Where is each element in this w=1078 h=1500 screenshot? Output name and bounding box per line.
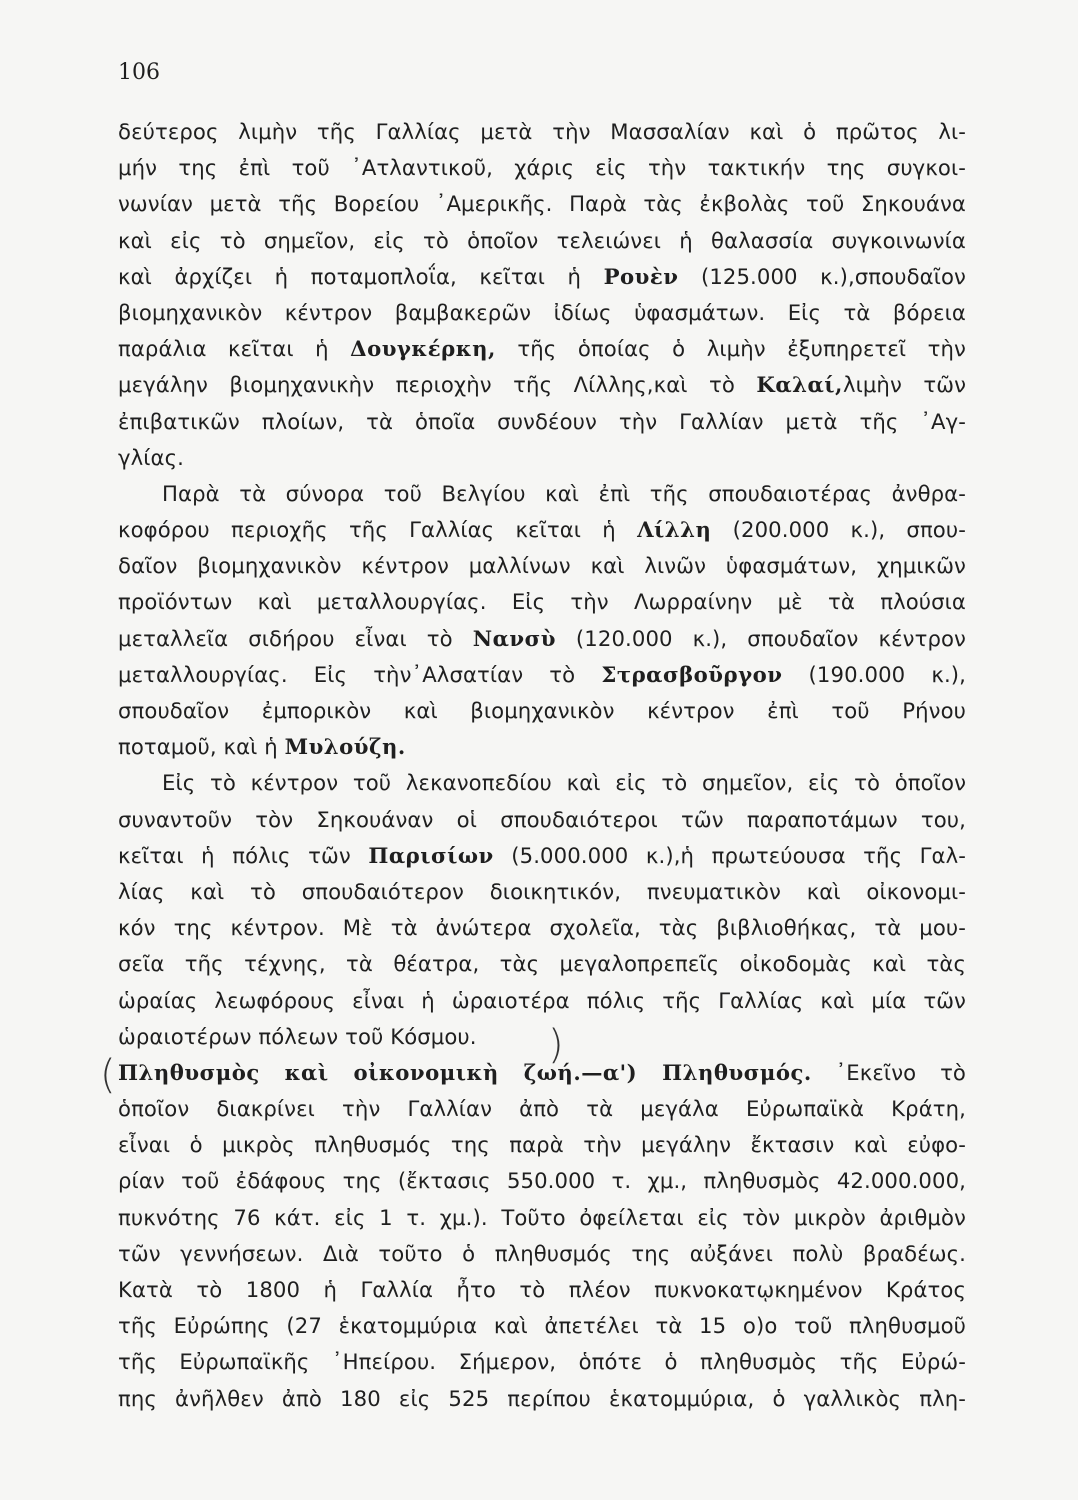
text-run: προϊόντων καὶ μεταλλουργίας. Εἰς τὴν Λωρραίνην μὲ τὰ πλούσια	[118, 589, 966, 615]
text-line	[118, 874, 966, 910]
text-run: (200.000 κ.), σπου-	[711, 517, 966, 543]
text-line	[118, 584, 966, 620]
bold-term: Στρασβοῦργον	[601, 661, 783, 687]
text-line	[118, 404, 966, 440]
text-run: τῆς Εὐρωπαϊκῆς ᾿Ηπείρου. Σήμερον, ὁπότε ὁ πληθυσμὸς τῆς Εὐρώ-	[118, 1349, 966, 1375]
text-line	[118, 367, 966, 403]
text-run: συναντοῦν τὸν Σηκουάναν οἱ σπουδαιότεροι τῶν παραποτάμων του,	[118, 806, 966, 832]
text-run: καὶ εἰς τὸ σημεῖον, εἰς τὸ ὁποῖον τελειώνει ἡ θαλασσία συγκοινωνία	[118, 227, 966, 253]
text-run: ὁποῖον διακρίνει τὴν Γαλλίαν ἀπὸ τὰ μεγάλα Εὐρωπαϊκὰ Κράτη,	[118, 1096, 966, 1122]
text-run: μεταλλεῖα σιδήρου εἶναι τὸ	[118, 625, 473, 651]
page-number: 106	[118, 60, 160, 85]
text-line	[118, 476, 966, 512]
text-run: δαῖον βιομηχανικὸν κέντρον μαλλίνων καὶ λινῶν ὑφασμάτων, χημικῶν	[118, 553, 966, 579]
text-run: ὡραίας λεωφόρους εἶναι ἡ ὡραιοτέρα πόλις τῆς Γαλλίας καὶ μία τῶν	[118, 987, 966, 1013]
text-run: σπουδαῖον ἐμπορικὸν καὶ βιομηχανικὸν κέντρον ἐπὶ τοῦ Ρήνου	[118, 698, 966, 723]
text-line	[118, 1200, 966, 1236]
text-line	[118, 114, 966, 150]
text-run: (190.000 κ.),	[782, 661, 966, 687]
text-run: κοφόρου περιοχῆς τῆς Γαλλίας κεῖται ἡ	[118, 517, 638, 543]
text-run: εἶναι ὁ μικρὸς πληθυσμός της παρὰ τὴν μεγάλην ἔκτασιν καὶ εὐφο-	[118, 1132, 966, 1158]
text-run: λίας καὶ τὸ σπουδαιότερον διοικητικόν, πνευματικὸν καὶ οἰκονομι-	[118, 878, 966, 904]
bold-term: Παρισίων	[368, 842, 494, 868]
text-run: τῆς Εὐρώπης (27 ἑκατομμύρια καὶ ἀπετέλει τὰ 15 ο)ο τοῦ πληθυσμοῦ	[118, 1313, 966, 1339]
text-line	[118, 186, 966, 222]
text-line	[118, 150, 966, 186]
pencil-bracket-mark: (	[100, 1052, 116, 1098]
bold-term: Δουγκέρκη,	[350, 336, 496, 362]
text-run: ᾿Εκεῖνο τὸ	[811, 1059, 966, 1085]
text-line	[118, 223, 966, 259]
text-run: γλίας.	[118, 444, 184, 470]
text-run: μεταλλουργίας. Εἰς τὴν᾿Αλσατίαν τὸ	[118, 661, 602, 687]
pencil-bracket-mark: )	[548, 1022, 564, 1068]
body-text	[118, 114, 966, 1417]
text-line	[118, 548, 966, 584]
text-run: μεγάλην βιομηχανικὴν περιοχὴν τῆς Λίλλης,καὶ τὸ	[118, 372, 757, 398]
text-run: δεύτερος λιμὴν τῆς Γαλλίας μετὰ τὴν Μασσαλίαν καὶ ὁ πρῶτος λι-	[118, 119, 966, 144]
text-line	[118, 802, 966, 838]
text-run: ἐπιβατικῶν πλοίων, τὰ ὁποῖα συνδέουν τὴν Γαλλίαν μετὰ τῆς ᾿Αγ-	[118, 408, 966, 434]
text-run: τῆς ὁποίας ὁ λιμὴν ἐξυπηρετεῖ τὴν	[495, 336, 966, 362]
text-line	[118, 1308, 966, 1344]
text-line	[118, 765, 966, 801]
text-line	[118, 512, 966, 548]
text-line	[118, 1344, 966, 1380]
text-run: (125.000 κ.),σπουδαῖον	[678, 263, 966, 289]
text-run: παράλια κεῖται ἡ	[118, 336, 351, 362]
text-run: νωνίαν μετὰ τῆς Βορείου ᾿Αμερικῆς. Παρὰ τὰς ἐκβολὰς τοῦ Σηκουάνα	[118, 191, 966, 217]
bold-term: Καλαί,	[756, 372, 843, 398]
text-run: τῶν γεννήσεων. Διὰ τοῦτο ὁ πληθυσμός της αὐξάνει πολὺ βραδέως.	[118, 1240, 966, 1266]
bold-term: Ρουὲν	[603, 263, 679, 289]
text-run: πυκνότης 76 κάτ. εἰς 1 τ. χμ.). Τοῦτο ὀφείλεται εἰς τὸν μικρὸν ἀριθμὸν	[118, 1204, 966, 1230]
text-run: Κατὰ τὸ 1800 ἡ Γαλλία ἦτο τὸ πλέον πυκνοκατῳκημένον Κράτος	[118, 1277, 966, 1302]
text-line	[118, 693, 966, 729]
text-run: Εἰς τὸ κέντρον τοῦ λεκανοπεδίου καὶ εἰς τὸ σημεῖον, εἰς τὸ ὁποῖον	[162, 770, 966, 796]
text-line	[118, 1091, 966, 1127]
text-line	[118, 729, 966, 765]
text-line	[118, 983, 966, 1019]
text-run: ποταμοῦ, καὶ ἡ	[118, 734, 285, 760]
text-line	[118, 1381, 966, 1417]
text-run: καὶ ἀρχίζει ἡ ποταμοπλοΐα, κεῖται ἡ	[118, 263, 604, 289]
text-line	[118, 621, 966, 657]
text-run: ρίαν τοῦ ἐδάφους της (ἔκτασις 550.000 τ. χμ., πληθυσμὸς 42.000.000,	[118, 1168, 966, 1194]
text-run: πης ἀνῆλθεν ἀπὸ 180 εἰς 525 περίπου ἑκατομμύρια, ὁ γαλλικὸς πλη-	[118, 1385, 966, 1411]
text-line	[118, 1163, 966, 1199]
text-line	[118, 440, 966, 476]
text-run: μήν της ἐπὶ τοῦ ᾿Ατλαντικοῦ, χάρις εἰς τὴν τακτικήν της συγκοι-	[118, 155, 966, 181]
text-run: κεῖται ἡ πόλις τῶν	[118, 842, 369, 868]
text-line	[118, 838, 966, 874]
bold-term: Λίλλη	[637, 517, 712, 543]
text-run: σεῖα τῆς τέχνης, τὰ θέατρα, τὰς μεγαλοπρεπεῖς οἰκοδομὰς καὶ τὰς	[118, 951, 966, 977]
bold-term: Πληθυσμὸς καὶ οἰκονομικὴ ζωή.—α') Πληθυσμός.	[118, 1059, 812, 1085]
text-line	[118, 1236, 966, 1272]
text-line	[118, 259, 966, 295]
text-line	[118, 1127, 966, 1163]
text-line	[118, 295, 966, 331]
bold-term: Μυλούζη.	[284, 734, 406, 760]
text-line	[118, 910, 966, 946]
text-run: Παρὰ τὰ σύνορα τοῦ Βελγίου καὶ ἐπὶ τῆς σπουδαιοτέρας ἀνθρα-	[162, 480, 966, 506]
text-line	[118, 657, 966, 693]
text-run: (120.000 κ.), σπουδαῖον κέντρον	[555, 625, 966, 651]
text-line	[118, 1019, 966, 1055]
text-line	[118, 1055, 966, 1091]
text-run: λιμὴν τῶν	[842, 372, 966, 398]
text-run: βιομηχανικὸν κέντρον βαμβακερῶν ἰδίως ὑφασμάτων. Εἰς τὰ βόρεια	[118, 299, 966, 325]
text-line	[118, 946, 966, 982]
text-line	[118, 331, 966, 367]
text-run: (5.000.000 κ.),ἡ πρωτεύουσα τῆς Γαλ-	[493, 842, 966, 868]
text-run: κόν της κέντρον. Μὲ τὰ ἀνώτερα σχολεῖα, τὰς βιβλιοθήκας, τὰ μου-	[118, 915, 966, 941]
text-line	[118, 1272, 966, 1308]
text-run: ὡραιοτέρων πόλεων τοῦ Κόσμου.	[118, 1023, 477, 1049]
bold-term: Νανσὺ	[472, 625, 556, 651]
